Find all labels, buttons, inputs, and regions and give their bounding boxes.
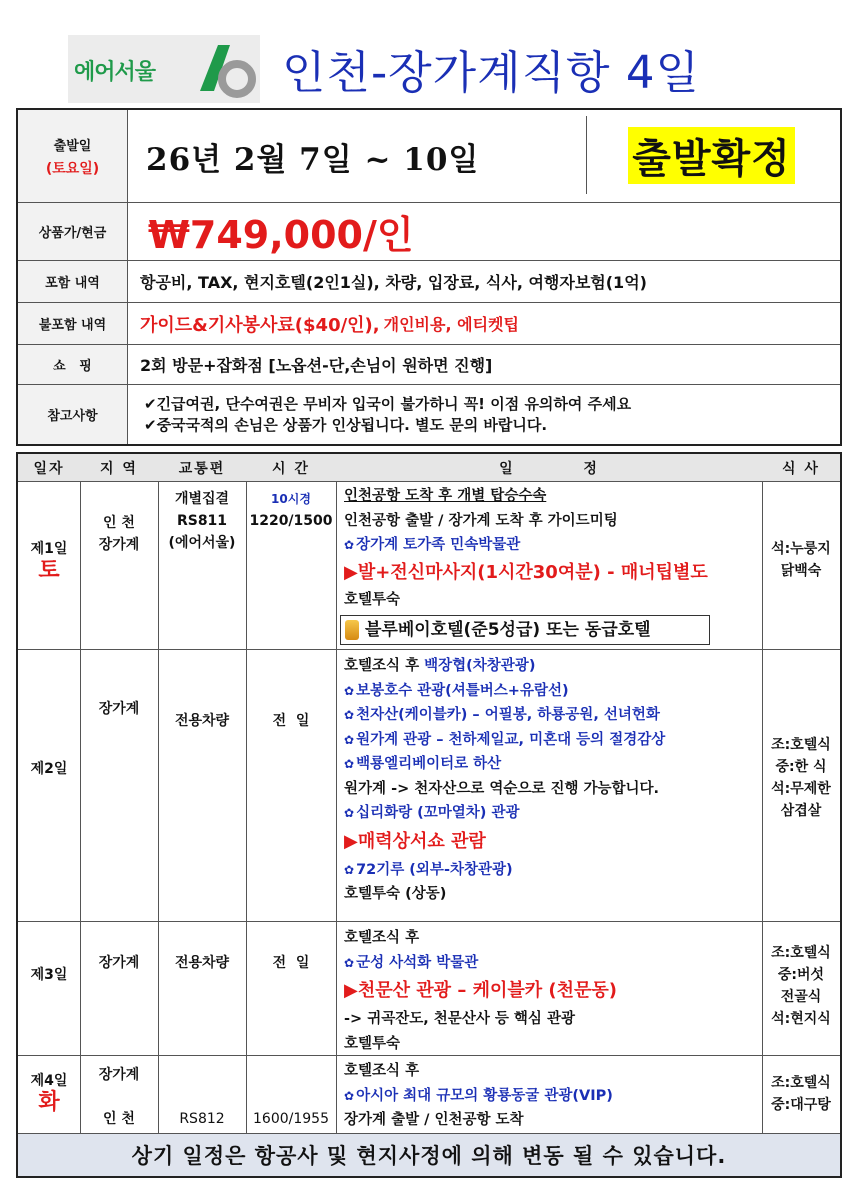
schedule-line — [344, 728, 665, 753]
schedule-text: 십리화랑 (꼬마열차) 관광 — [356, 805, 520, 821]
schedule-line — [344, 858, 665, 883]
transport-text: 개별집결 — [174, 491, 230, 507]
schedule-line: 인천공항 출발 / 장가계 도착 후 가이드미팅 — [344, 512, 618, 529]
price-row — [18, 203, 840, 261]
schedule-line: ▶매력상서쇼 관람 — [344, 830, 486, 852]
schedule-line: ▶천문산 관광 – 케이블카 (천문동) — [344, 980, 618, 1001]
time-text: 전 일 — [272, 713, 310, 729]
footer-notice — [18, 1134, 840, 1176]
day-row-1 — [18, 482, 840, 650]
transport-text: (에어서울) — [168, 535, 236, 551]
header-schedule: 일 정 — [499, 461, 599, 477]
region-text: 장가계 — [98, 955, 140, 971]
time-note: 10시경 — [271, 492, 311, 506]
schedule-line — [344, 1084, 613, 1109]
schedule-text: 장가계 토가족 민속박물관 — [356, 537, 521, 553]
departure-label: 출발일 — [53, 138, 92, 154]
transport-text: 전용차량 — [174, 955, 230, 971]
meal-cell — [762, 1072, 840, 1116]
schedule-line: 인천공항 도착 후 개별 탑승수속 — [344, 488, 547, 504]
meal-text: 닭백숙 — [780, 563, 822, 579]
header-day: 일자 — [33, 461, 65, 477]
itinerary-header-row — [18, 454, 840, 482]
day-name: 제2일 — [30, 761, 68, 777]
meal-text: 전골식 — [780, 989, 822, 1005]
schedule-text: 호텔조식 후 — [344, 658, 425, 674]
notes-row — [18, 385, 840, 444]
region-cell — [80, 512, 158, 556]
meal-text: 삼겹살 — [780, 803, 822, 819]
schedule-line — [344, 703, 665, 728]
schedule-line: 호텔투숙 — [344, 1035, 401, 1052]
shopping-row — [18, 345, 840, 385]
flower-bullet-icon: ✿ — [344, 955, 355, 970]
day-cell — [18, 1070, 80, 1114]
flower-bullet-icon: ✿ — [344, 862, 355, 877]
notes-label: 참고사항 — [18, 385, 128, 444]
tour-info-table — [16, 108, 842, 446]
flower-bullet-icon: ✿ — [344, 683, 355, 698]
header-time: 시 간 — [272, 461, 310, 477]
schedule-line — [344, 752, 665, 777]
flower-bullet-icon: ✿ — [344, 1088, 355, 1103]
schedule-text: 72기루 (외부-차창관광) — [356, 861, 513, 878]
region-text: 인 천 — [103, 1111, 135, 1127]
footer-text: 상기 일정은 항공사 및 현지사정에 의해 변동 될 수 있습니다. — [131, 1144, 727, 1168]
schedule-line: 호텔투숙 (상동) — [344, 886, 447, 902]
meal-cell — [762, 942, 840, 1030]
schedule-line: 장가계 출발 / 인천공항 도착 — [344, 1112, 524, 1128]
departure-row — [18, 110, 840, 203]
day-cell — [18, 538, 80, 582]
meal-text: 중:한 식 — [775, 759, 827, 775]
departure-label-cell — [18, 110, 128, 202]
meal-text: 석:무제한 — [771, 781, 831, 797]
include-label: 포함 내역 — [18, 261, 128, 302]
schedule-text: 천자산(케이블카) – 어필봉, 하룡공원, 선녀헌화 — [356, 707, 660, 723]
day-row-2 — [18, 650, 840, 922]
meal-text: 석:현지식 — [771, 1011, 831, 1027]
day-name: 제4일 — [30, 1073, 68, 1089]
exclude-rest: 개인비용, 에티켓팁 — [383, 315, 519, 334]
notes-value — [144, 385, 631, 444]
schedule-text: 군성 사석화 박물관 — [356, 954, 479, 971]
note-line: ✔긴급여권, 단수여권은 무비자 입국이 불가하니 꼭! 이점 유의하여 주세요 — [144, 394, 632, 413]
flower-bullet-icon: ✿ — [344, 732, 355, 747]
schedule-line: 원가계 -> 천자산으로 역순으로 진행 가능합니다. — [344, 780, 660, 797]
flower-bullet-icon: ✿ — [344, 538, 355, 552]
schedule-line — [344, 801, 665, 826]
air-seoul-logo-icon — [196, 37, 258, 101]
hotel-name: 블루베이호텔(준5성급) 또는 동급호텔 — [365, 619, 651, 640]
meal-cell — [762, 734, 840, 822]
time-text: 전 일 — [272, 955, 310, 971]
meal-text: 중:대구탕 — [771, 1097, 831, 1113]
schedule-text: 백룡엘리베이터로 하산 — [356, 756, 502, 772]
note-line: ✔중국국적의 손님은 상품가 인상됩니다. 별도 문의 바랍니다. — [144, 415, 548, 434]
schedule-text: 보봉호수 관광(셔틀버스+유람선) — [356, 682, 569, 699]
schedule-line: 호텔조식 후 — [344, 1063, 420, 1079]
day-row-3 — [18, 922, 840, 1056]
schedule-text: 백장협(차창관광) — [424, 658, 536, 674]
meal-text: 중:버섯 — [777, 967, 825, 983]
time-text: 1600/1955 — [253, 1111, 329, 1127]
schedule-text: 아시아 최대 규모의 황룡동굴 관광(VIP) — [356, 1087, 613, 1104]
time-cell — [246, 488, 336, 532]
day-row-4 — [18, 1056, 840, 1134]
flower-bullet-icon: ✿ — [344, 708, 355, 722]
schedule-line — [344, 654, 665, 679]
logo-text: 에어서울 — [74, 60, 156, 85]
flower-bullet-icon: ✿ — [344, 757, 355, 771]
exclude-row — [18, 303, 840, 345]
schedule-line — [344, 679, 665, 704]
header-region: 지 역 — [100, 461, 138, 477]
hotel-icon — [345, 620, 359, 640]
price-label: 상품가/현금 — [18, 203, 128, 260]
schedule-cell — [344, 484, 710, 649]
region-text: 인 천 — [103, 515, 135, 531]
day-name: 제1일 — [30, 541, 68, 557]
transport-text: RS812 — [179, 1111, 225, 1127]
transport-cell — [158, 488, 246, 554]
status-badge — [586, 116, 836, 194]
shopping-label: 쇼 핑 — [18, 345, 128, 384]
hotel-box — [340, 615, 710, 645]
exclude-label: 불포함 내역 — [18, 303, 128, 344]
price-value: ₩749,000/인 — [148, 213, 414, 257]
transport-text: RS811 — [176, 513, 228, 529]
meal-text: 조:호텔식 — [771, 945, 831, 961]
time-text: 1220/1500 — [249, 513, 333, 529]
departure-weekday: (토요일) — [45, 160, 100, 177]
region-text: 장가계 — [98, 537, 140, 553]
schedule-line: 호텔조식 후 — [344, 930, 420, 946]
air-seoul-logo — [68, 35, 260, 103]
meal-text: 석:누룽지 — [771, 541, 831, 557]
day-weekday: 화 — [38, 1090, 60, 1115]
region-text: 장가계 — [98, 1067, 140, 1083]
flower-bullet-icon: ✿ — [344, 806, 355, 820]
date-range: 26년 2월 7일 ~ 10일 — [146, 141, 480, 178]
shopping-value: 2회 방문+잡화점 [노옵션-단,손님이 원하면 진행] — [140, 356, 493, 375]
region-text: 장가계 — [98, 701, 140, 717]
meal-cell — [762, 538, 840, 582]
page-header — [0, 0, 850, 110]
include-value: 항공비, TAX, 현지호텔(2인1실), 차량, 입장료, 식사, 여행자보험(1억) — [140, 273, 647, 292]
day-cell — [18, 758, 80, 780]
schedule-line — [344, 533, 710, 558]
exclude-value — [140, 303, 519, 344]
day-cell — [18, 964, 80, 986]
header-transport: 교통편 — [178, 461, 226, 477]
include-row — [18, 261, 840, 303]
status-text: 출발확정 — [628, 127, 795, 184]
schedule-cell — [344, 926, 617, 1056]
transport-text: 전용차량 — [174, 713, 230, 729]
schedule-line: 호텔투숙 — [344, 591, 401, 608]
exclude-main: 가이드&기사봉사료($40/인), — [140, 314, 380, 336]
header-meal: 식 사 — [782, 461, 820, 477]
schedule-cell — [344, 1059, 613, 1133]
itinerary-table — [16, 452, 842, 1178]
day-weekday: 토 — [38, 558, 60, 583]
day-name: 제3일 — [30, 967, 68, 983]
schedule-line — [344, 951, 617, 976]
schedule-cell — [344, 654, 665, 907]
page-title: 인천-장가계직항 4일 — [282, 46, 700, 99]
schedule-line: ▶발+전신마사지(1시간30여분) - 매너팁별도 — [344, 561, 708, 583]
schedule-text: 원가계 관광 – 천하제일교, 미혼대 등의 절경감상 — [356, 731, 666, 748]
meal-text: 조:호텔식 — [771, 737, 831, 753]
meal-text: 조:호텔식 — [771, 1075, 831, 1091]
schedule-line: -> 귀곡잔도, 천문산사 등 핵심 관광 — [344, 1011, 576, 1027]
